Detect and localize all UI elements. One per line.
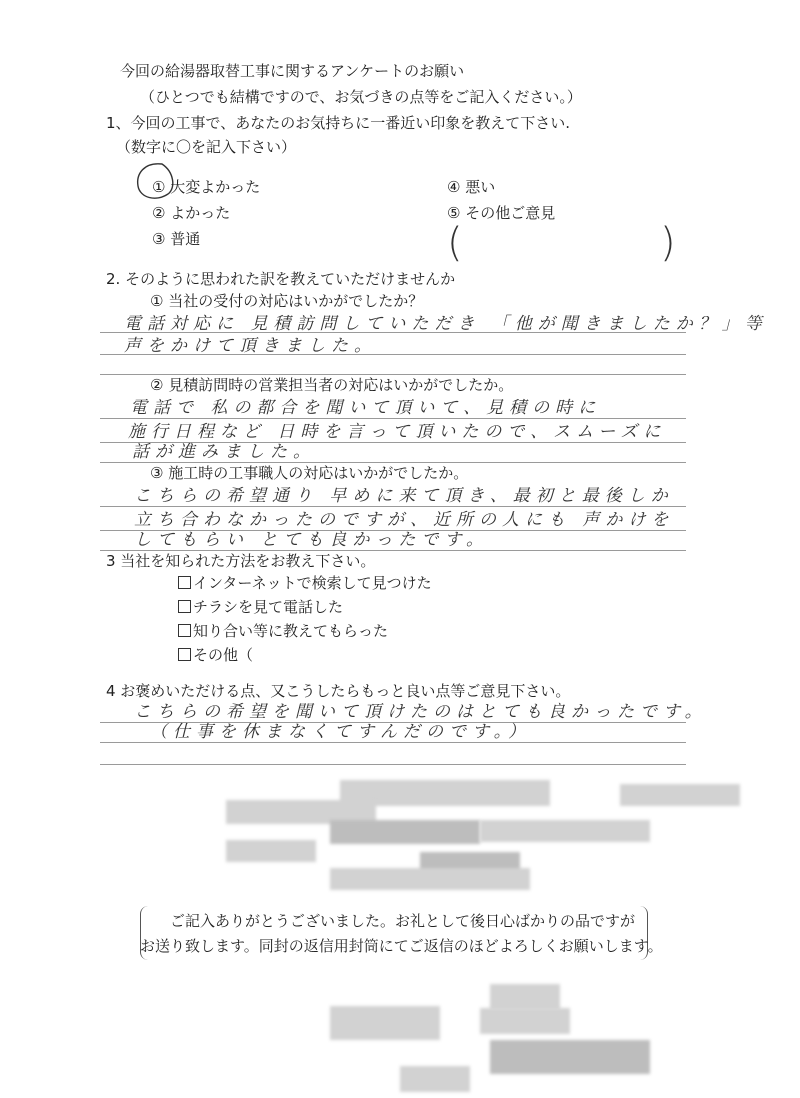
q2-sub2: ② 見積訪問時の営業担当者の対応はいかがでしたか。	[150, 376, 514, 394]
footer-line1: ご記入ありがとうございました。お礼として後日心ばかりの品ですが	[170, 912, 636, 930]
answer-rule	[100, 550, 686, 551]
q1-question: 1、今回の工事で、あなたのお気持ちに一番近い印象を教えて下さい.	[106, 114, 571, 132]
q1-option-2[interactable]: ② よかった	[152, 204, 231, 222]
q4-answer-line1: こちらの希望を聞いて頂けたのはとても良かったです。	[134, 702, 708, 722]
q2-answer1-line1: 電話対応に 見積訪問していただき 「他が聞きましたか？」等	[124, 314, 768, 334]
q3-option-label: 知り合い等に教えてもらった	[193, 622, 389, 640]
answer-rule	[100, 742, 686, 743]
answer-rule	[100, 764, 686, 765]
checkbox-icon[interactable]	[178, 600, 191, 613]
q1-option-1[interactable]: ① 大変よかった	[152, 178, 261, 196]
survey-title: 今回の給湯器取替工事に関するアンケートのお願い	[120, 62, 465, 80]
q2-answer3-line3: してもらい とても良かったです。	[134, 530, 490, 550]
q3-option-referral[interactable]	[178, 622, 388, 640]
q3-option-label: インターネットで検索して見つけた	[193, 574, 432, 592]
q3-option-label: チラシを見て電話した	[193, 598, 344, 616]
q2-sub1: ① 当社の受付の対応はいかがでしたか？	[150, 292, 424, 310]
q2-answer3-line2: 立ち合わなかったのですが、近所の人にも 声かけを	[134, 510, 675, 530]
q1-instruction: （数字に〇を記入下さい）	[116, 138, 297, 156]
q2-answer2-line2: 施行日程など 日時を言って頂いたので、スムーズに	[128, 422, 667, 442]
answer-rule	[100, 374, 686, 375]
q2-answer2-line1: 電話で 私の都合を聞いて頂いて、見積の時に	[130, 398, 602, 418]
q1-opinion-paren-open: (	[447, 220, 463, 266]
survey-subtitle: （ひとつでも結構ですので、お気づきの点等をご記入ください。）	[140, 88, 582, 106]
q2-answer3-line1: こちらの希望通り 早めに来て頂き、最初と最後しか	[134, 486, 674, 506]
q3-option-other[interactable]	[178, 646, 253, 664]
answer-rule	[100, 506, 686, 507]
checkbox-icon[interactable]	[178, 648, 191, 661]
q1-option-3[interactable]: ③ 普通	[152, 230, 201, 248]
q3-question: 3 当社を知られた方法をお教え下さい。	[106, 552, 376, 570]
q3-option-flyer[interactable]	[178, 598, 343, 616]
answer-rule	[100, 354, 686, 355]
answer-rule	[100, 462, 686, 463]
q2-answer1-line2: 声をかけて頂きました。	[124, 336, 377, 356]
checkbox-icon[interactable]	[178, 624, 191, 637]
q1-option-5[interactable]: ⑤ その他ご意見	[447, 204, 556, 222]
q4-answer-line2: （仕事を休まなくてすんだのです。）	[150, 722, 532, 742]
checkbox-icon[interactable]	[178, 576, 191, 589]
q2-sub3: ③ 施工時の工事職人の対応はいかがでしたか。	[150, 464, 469, 482]
q4-question: 4 お褒めいただける点、又こうしたらもっと良い点等ご意見下さい。	[106, 682, 571, 700]
q1-opinion-paren-close: )	[660, 220, 676, 266]
q2-answer2-line3: 話が進みました。	[132, 442, 316, 462]
answer-rule	[100, 418, 686, 419]
q2-question: 2. そのように思われた訳を教えていただけませんか	[106, 270, 456, 288]
q3-option-internet[interactable]	[178, 574, 432, 592]
q3-option-label: その他（	[193, 646, 254, 664]
answer-rule	[100, 332, 686, 333]
footer-line2: お送り致します。同封の返信用封筒にてご返信のほどよろしくお願いします。	[140, 937, 663, 955]
q1-option-4[interactable]: ④ 悪い	[447, 178, 496, 196]
